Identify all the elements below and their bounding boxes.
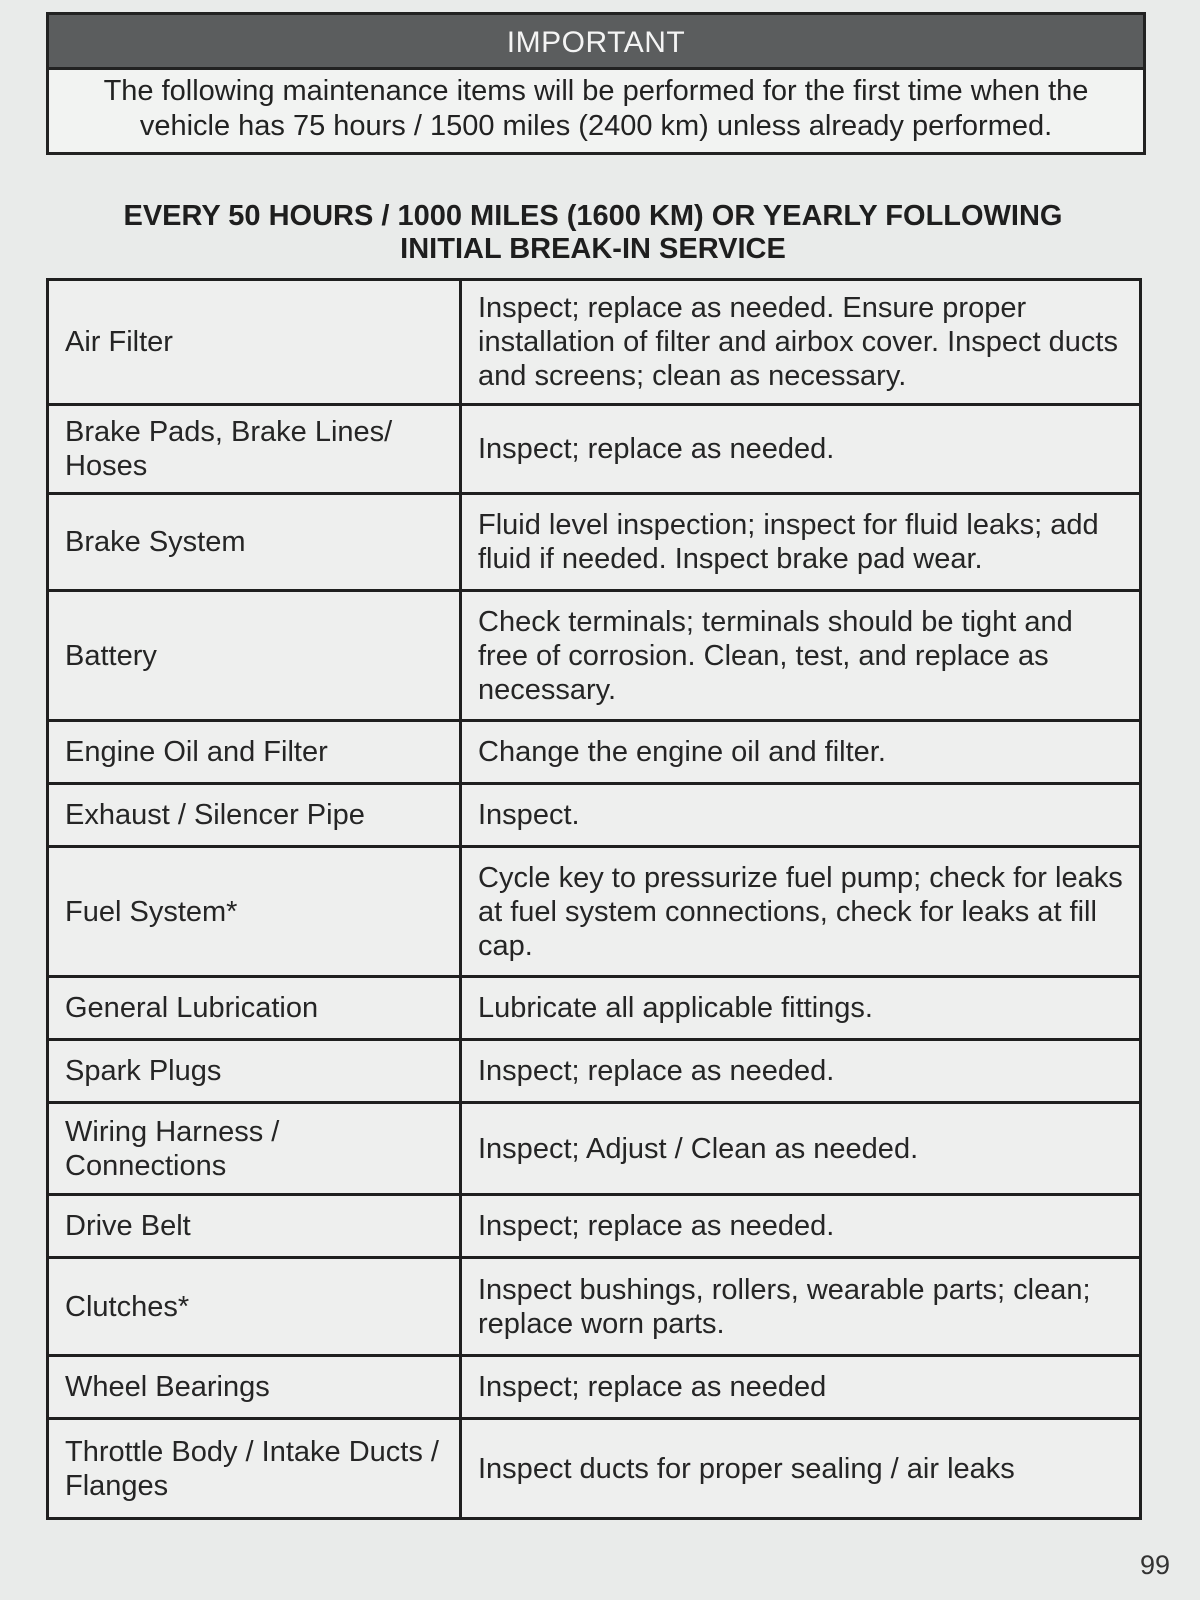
action-cell: Inspect; replace as needed. Ensure proper installation of filter and airbox cover. Inspect ducts and screens; clean as necessary. [461, 280, 1141, 405]
action-cell: Inspect; replace as needed. [461, 405, 1141, 494]
item-cell: Air Filter [48, 280, 461, 405]
table-row [48, 1195, 1141, 1258]
table-row [48, 847, 1141, 977]
item-cell: Engine Oil and Filter [48, 721, 461, 784]
item-cell: Wheel Bearings [48, 1356, 461, 1419]
action-cell: Inspect; replace as needed. [461, 1195, 1141, 1258]
table-row [48, 1419, 1141, 1519]
table-row [48, 591, 1141, 721]
item-cell: Throttle Body / Intake Ducts / Flanges [48, 1419, 461, 1519]
table-row [48, 721, 1141, 784]
table-row [48, 280, 1141, 405]
item-cell: Wiring Harness / Connections [48, 1103, 461, 1195]
item-cell: Brake System [48, 494, 461, 591]
item-cell: Exhaust / Silencer Pipe [48, 784, 461, 847]
maintenance-table [46, 278, 1142, 1520]
action-cell: Inspect bushings, rollers, wearable parts; clean; replace worn parts. [461, 1258, 1141, 1356]
action-cell: Inspect ducts for proper sealing / air leaks [461, 1419, 1141, 1519]
action-cell: Inspect; replace as needed. [461, 1040, 1141, 1103]
important-text: The following maintenance items will be performed for the first time when the vehicle has 75 hours / 1500 miles (2400 km) unless already performed. [103, 75, 1089, 142]
table-row [48, 1356, 1141, 1419]
action-cell: Inspect; replace as needed [461, 1356, 1141, 1419]
item-cell: Brake Pads, Brake Lines/ Hoses [48, 405, 461, 494]
item-cell: Drive Belt [48, 1195, 461, 1258]
table-row [48, 1103, 1141, 1195]
action-cell: Fluid level inspection; inspect for fluid leaks; add fluid if needed. Inspect brake pad wear. [461, 494, 1141, 591]
action-cell: Inspect. [461, 784, 1141, 847]
action-cell: Change the engine oil and filter. [461, 721, 1141, 784]
item-cell: Clutches* [48, 1258, 461, 1356]
table-row [48, 1258, 1141, 1356]
section-title-line-1: EVERY 50 HOURS / 1000 MILES (1600 KM) OR YEARLY FOLLOWING [123, 200, 1063, 232]
section-title-line-2: INITIAL BREAK-IN SERVICE [400, 233, 786, 265]
table-row [48, 1040, 1141, 1103]
section-title [46, 200, 1140, 266]
action-cell: Check terminals; terminals should be tight and free of corrosion. Clean, test, and replace as necessary. [461, 591, 1141, 721]
action-cell: Lubricate all applicable fittings. [461, 977, 1141, 1040]
important-header: IMPORTANT [49, 15, 1143, 70]
table-row [48, 784, 1141, 847]
page-number: 99 [1139, 1550, 1170, 1580]
item-cell: Fuel System* [48, 847, 461, 977]
item-cell: General Lubrication [48, 977, 461, 1040]
important-notice [46, 12, 1146, 155]
table-row [48, 494, 1141, 591]
table-row [48, 977, 1141, 1040]
action-cell: Cycle key to pressurize fuel pump; check for leaks at fuel system connections, check for leaks at fill cap. [461, 847, 1141, 977]
action-cell: Inspect; Adjust / Clean as needed. [461, 1103, 1141, 1195]
item-cell: Spark Plugs [48, 1040, 461, 1103]
table-row [48, 405, 1141, 494]
item-cell: Battery [48, 591, 461, 721]
